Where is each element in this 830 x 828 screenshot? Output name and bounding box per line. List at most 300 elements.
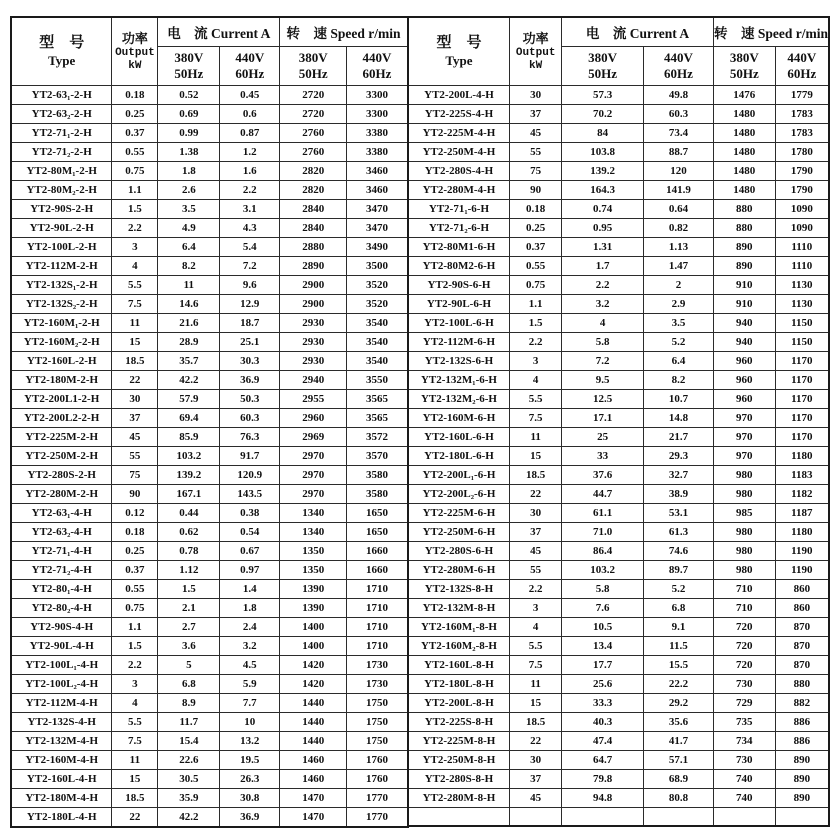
type-cell: YT2-180M-4-H (11, 789, 112, 808)
type-cell: YT2-132M-4-H (11, 732, 112, 751)
value-cell: 11 (112, 314, 158, 333)
value-cell: 2970 (280, 447, 347, 466)
table-row (408, 428, 829, 447)
col-header-speed-380v (280, 47, 347, 86)
value-cell: 89.7 (644, 561, 714, 580)
value-cell: 18.5 (510, 466, 562, 485)
table-row (408, 105, 829, 124)
value-cell: 21.7 (644, 428, 714, 447)
type-cell: YT2-132M-8-H (408, 599, 510, 618)
type-cell: YT2-90L-6-H (408, 295, 510, 314)
value-cell: 143.5 (220, 485, 280, 504)
table-header (11, 17, 408, 86)
value-cell: 12.9 (220, 295, 280, 314)
table-row (11, 656, 408, 675)
table-row (11, 371, 408, 390)
value-cell: 1187 (775, 504, 829, 523)
value-cell: 103.2 (158, 447, 220, 466)
value-cell: 3550 (347, 371, 408, 390)
value-cell: 1.38 (158, 143, 220, 162)
value-cell: 1.8 (158, 162, 220, 181)
value-cell: 1440 (280, 713, 347, 732)
type-cell: YT2-225M-2-H (11, 428, 112, 447)
type-cell: YT2-180L-6-H (408, 447, 510, 466)
value-cell: 734 (713, 732, 775, 751)
value-cell: 9.6 (220, 276, 280, 295)
value-cell: 880 (775, 675, 829, 694)
value-cell: 1710 (347, 580, 408, 599)
type-cell: YT2-160L-6-H (408, 428, 510, 447)
type-cell: YT2-71₂-2-H (11, 143, 112, 162)
value-cell: 910 (713, 276, 775, 295)
table-row (408, 447, 829, 466)
type-cell: YT2-180L-4-H (11, 808, 112, 828)
table-row (11, 466, 408, 485)
type-cell: YT2-280S-6-H (408, 542, 510, 561)
value-cell: 1150 (775, 333, 829, 352)
value-cell: 890 (775, 751, 829, 770)
value-cell: 55 (112, 447, 158, 466)
type-cell: YT2-71₁-4-H (11, 542, 112, 561)
value-cell: 1.4 (220, 580, 280, 599)
value-cell: 90 (112, 485, 158, 504)
value-cell: 2.2 (112, 656, 158, 675)
value-cell: 11.5 (644, 637, 714, 656)
type-label-en: Type (48, 53, 76, 69)
type-cell: YT2-132S₁-2-H (11, 276, 112, 295)
value-cell: 1480 (713, 143, 775, 162)
value-cell: 1350 (280, 561, 347, 580)
value-cell: 2955 (280, 390, 347, 409)
value-cell: 7.7 (220, 694, 280, 713)
value-cell: 0.44 (158, 504, 220, 523)
type-cell: YT2-132S₂-2-H (11, 295, 112, 314)
type-cell: YT2-80M₂-2-H (11, 181, 112, 200)
value-cell: 1170 (775, 371, 829, 390)
value-cell: 0.18 (112, 523, 158, 542)
value-cell: 10.5 (562, 618, 644, 637)
value-cell: 3490 (347, 238, 408, 257)
value-cell: 890 (713, 257, 775, 276)
value-cell: 11 (112, 751, 158, 770)
value-cell: 10.7 (644, 390, 714, 409)
value-cell: 886 (775, 732, 829, 751)
value-cell: 3500 (347, 257, 408, 276)
table-row (11, 352, 408, 371)
table-row (11, 808, 408, 828)
value-cell: 5.5 (510, 390, 562, 409)
value-cell: 2 (644, 276, 714, 295)
value-cell: 30 (510, 86, 562, 105)
value-cell: 2760 (280, 124, 347, 143)
value-cell: 45 (510, 542, 562, 561)
motor-spec-table-left (10, 16, 409, 828)
table-row (11, 675, 408, 694)
value-cell: 2.2 (510, 580, 562, 599)
value-cell: 55 (510, 561, 562, 580)
value-cell: 1.1 (510, 295, 562, 314)
value-cell: 9.5 (562, 371, 644, 390)
table-row (11, 219, 408, 238)
value-cell: 3300 (347, 86, 408, 105)
value-cell: 980 (713, 485, 775, 504)
value-cell: 45 (510, 124, 562, 143)
value-cell: 1440 (280, 732, 347, 751)
value-cell: 37 (510, 770, 562, 789)
table-row (408, 333, 829, 352)
value-cell: 79.8 (562, 770, 644, 789)
value-cell: 0.55 (112, 580, 158, 599)
value-cell: 1790 (775, 162, 829, 181)
value-cell: 15 (112, 333, 158, 352)
value-cell: 70.2 (562, 105, 644, 124)
type-cell: YT2-250M-4-H (408, 143, 510, 162)
value-cell (562, 808, 644, 826)
value-cell: 6.8 (158, 675, 220, 694)
value-cell: 2820 (280, 181, 347, 200)
value-cell: 1730 (347, 675, 408, 694)
value-cell: 1760 (347, 751, 408, 770)
type-cell: YT2-160M₁-2-H (11, 314, 112, 333)
value-cell: 740 (713, 789, 775, 808)
value-cell: 85.9 (158, 428, 220, 447)
table-row (408, 143, 829, 162)
type-label-cn: 型 号 (436, 35, 482, 52)
value-cell: 167.1 (158, 485, 220, 504)
value-cell: 37 (510, 105, 562, 124)
value-cell: 8.9 (158, 694, 220, 713)
value-cell: 2890 (280, 257, 347, 276)
type-cell: YT2-160L-2-H (11, 352, 112, 371)
value-cell: 6.4 (644, 352, 714, 371)
value-cell: 1750 (347, 694, 408, 713)
type-cell: YT2-80M₁-2-H (11, 162, 112, 181)
value-cell: 1170 (775, 390, 829, 409)
value-cell: 53.1 (644, 504, 714, 523)
col-header-current-380v (158, 47, 220, 86)
value-cell: 25.6 (562, 675, 644, 694)
type-cell: YT2-250M-8-H (408, 751, 510, 770)
table-row (11, 124, 408, 143)
type-cell: YT2-80M2-6-H (408, 257, 510, 276)
value-cell: 1150 (775, 314, 829, 333)
value-cell: 60.3 (644, 105, 714, 124)
value-cell: 3.2 (220, 637, 280, 656)
value-cell: 0.25 (112, 542, 158, 561)
table-row (408, 580, 829, 599)
value-cell: 2.4 (220, 618, 280, 637)
value-cell: 10 (220, 713, 280, 732)
value-cell: 1090 (775, 219, 829, 238)
value-cell: 30.3 (220, 352, 280, 371)
value-cell: 55 (510, 143, 562, 162)
type-cell: YT2-71₁-6-H (408, 200, 510, 219)
value-cell: 35.9 (158, 789, 220, 808)
table-row (408, 314, 829, 333)
table-row (408, 732, 829, 751)
value-cell: 57.9 (158, 390, 220, 409)
value-cell: 1400 (280, 637, 347, 656)
table-row (11, 751, 408, 770)
value-cell: 1730 (347, 656, 408, 675)
type-cell: YT2-63₁-4-H (11, 504, 112, 523)
value-cell: 710 (713, 580, 775, 599)
value-cell: 1750 (347, 713, 408, 732)
value-cell: 1.2 (220, 143, 280, 162)
table-row (11, 105, 408, 124)
voltage-label: 380V (729, 49, 759, 65)
type-cell: YT2-280M-2-H (11, 485, 112, 504)
col-header-power (112, 17, 158, 86)
table-row (408, 599, 829, 618)
value-cell: 7.2 (220, 257, 280, 276)
value-cell: 910 (713, 295, 775, 314)
value-cell: 2969 (280, 428, 347, 447)
value-cell: 42.2 (158, 371, 220, 390)
value-cell: 1480 (713, 181, 775, 200)
value-cell: 3 (112, 675, 158, 694)
type-cell: YT2-90L-2-H (11, 219, 112, 238)
value-cell: 120 (644, 162, 714, 181)
table-row (408, 200, 829, 219)
value-cell: 860 (775, 580, 829, 599)
table-row (11, 276, 408, 295)
value-cell: 1130 (775, 295, 829, 314)
value-cell: 25.1 (220, 333, 280, 352)
value-cell: 1770 (347, 789, 408, 808)
type-cell: YT2-112M-4-H (11, 694, 112, 713)
value-cell: 3572 (347, 428, 408, 447)
value-cell: 3580 (347, 466, 408, 485)
type-cell: YT2-63₂-4-H (11, 523, 112, 542)
value-cell: 74.6 (644, 542, 714, 561)
value-cell: 940 (713, 314, 775, 333)
value-cell: 985 (713, 504, 775, 523)
value-cell: 73.4 (644, 124, 714, 143)
value-cell: 30.5 (158, 770, 220, 789)
value-cell: 3570 (347, 447, 408, 466)
col-header-speed-380v (713, 47, 775, 86)
value-cell: 0.55 (510, 257, 562, 276)
value-cell: 3460 (347, 181, 408, 200)
table-row (408, 390, 829, 409)
value-cell: 29.3 (644, 447, 714, 466)
value-cell: 1460 (280, 770, 347, 789)
value-cell: 49.8 (644, 86, 714, 105)
value-cell: 0.74 (562, 200, 644, 219)
value-cell: 1.31 (562, 238, 644, 257)
value-cell: 970 (713, 447, 775, 466)
value-cell: 22 (112, 808, 158, 828)
value-cell: 1390 (280, 599, 347, 618)
value-cell: 1350 (280, 542, 347, 561)
value-cell: 890 (775, 770, 829, 789)
power-unit-label: kW (128, 59, 142, 72)
value-cell: 1780 (775, 143, 829, 162)
value-cell: 0.37 (112, 124, 158, 143)
table-row (11, 504, 408, 523)
value-cell: 1783 (775, 105, 829, 124)
table-row (11, 561, 408, 580)
value-cell: 2820 (280, 162, 347, 181)
value-cell: 47.4 (562, 732, 644, 751)
value-cell: 2940 (280, 371, 347, 390)
table-row (11, 789, 408, 808)
value-cell: 1650 (347, 504, 408, 523)
value-cell: 0.97 (220, 561, 280, 580)
table-row (11, 200, 408, 219)
table-row (408, 618, 829, 637)
value-cell: 35.6 (644, 713, 714, 732)
value-cell: 870 (775, 656, 829, 675)
table-row (408, 371, 829, 390)
value-cell: 1180 (775, 523, 829, 542)
type-cell: YT2-112M-6-H (408, 333, 510, 352)
frequency-label: 60Hz (235, 66, 265, 81)
table-body-left (11, 86, 408, 828)
value-cell: 940 (713, 333, 775, 352)
table-row (11, 409, 408, 428)
value-cell: 1190 (775, 542, 829, 561)
value-cell: 970 (713, 428, 775, 447)
type-cell: YT2-132M₁-6-H (408, 371, 510, 390)
table-row (11, 447, 408, 466)
type-cell: YT2-200L₂-6-H (408, 485, 510, 504)
value-cell: 18.5 (112, 789, 158, 808)
value-cell: 3 (112, 238, 158, 257)
value-cell: 13.2 (220, 732, 280, 751)
table-row (408, 656, 829, 675)
value-cell: 710 (713, 599, 775, 618)
value-cell (644, 808, 714, 826)
value-cell: 970 (713, 409, 775, 428)
value-cell: 729 (713, 694, 775, 713)
value-cell: 860 (775, 599, 829, 618)
table-row (11, 333, 408, 352)
value-cell: 141.9 (644, 181, 714, 200)
value-cell: 1.5 (510, 314, 562, 333)
value-cell: 22.2 (644, 675, 714, 694)
value-cell: 4 (510, 618, 562, 637)
value-cell: 3520 (347, 276, 408, 295)
value-cell: 1770 (347, 808, 408, 828)
table-row (11, 314, 408, 333)
value-cell: 1183 (775, 466, 829, 485)
type-cell: YT2-160M₂-2-H (11, 333, 112, 352)
value-cell: 735 (713, 713, 775, 732)
col-header-speed-440v (775, 47, 829, 86)
type-cell: YT2-160M₁-8-H (408, 618, 510, 637)
value-cell: 1750 (347, 732, 408, 751)
value-cell: 6.8 (644, 599, 714, 618)
value-cell: 2840 (280, 200, 347, 219)
frequency-label: 50Hz (298, 66, 328, 81)
type-cell (408, 808, 510, 826)
type-cell: YT2-63₁-2-H (11, 86, 112, 105)
value-cell: 2760 (280, 143, 347, 162)
value-cell: 870 (775, 637, 829, 656)
value-cell: 880 (713, 219, 775, 238)
type-cell: YT2-200L₁-6-H (408, 466, 510, 485)
table-row (408, 276, 829, 295)
value-cell: 7.5 (510, 656, 562, 675)
type-cell: YT2-160L-4-H (11, 770, 112, 789)
value-cell: 730 (713, 675, 775, 694)
voltage-label: 440V (235, 49, 265, 65)
type-cell: YT2-280M-8-H (408, 789, 510, 808)
value-cell: 37.6 (562, 466, 644, 485)
table-row (408, 713, 829, 732)
value-cell: 50.3 (220, 390, 280, 409)
value-cell: 980 (713, 561, 775, 580)
type-cell: YT2-180L-8-H (408, 675, 510, 694)
value-cell: 5.8 (562, 580, 644, 599)
value-cell: 15 (112, 770, 158, 789)
value-cell: 0.18 (510, 200, 562, 219)
value-cell: 11 (158, 276, 220, 295)
value-cell: 1790 (775, 181, 829, 200)
frequency-label: 50Hz (588, 66, 618, 81)
value-cell: 980 (713, 466, 775, 485)
frequency-label: 50Hz (729, 66, 759, 81)
table-row (408, 542, 829, 561)
spec-tables-container (10, 16, 830, 828)
value-cell: 1420 (280, 656, 347, 675)
value-cell: 45 (112, 428, 158, 447)
power-unit-label: kW (529, 59, 543, 72)
type-cell: YT2-180M-2-H (11, 371, 112, 390)
value-cell: 86.4 (562, 542, 644, 561)
value-cell: 1476 (713, 86, 775, 105)
table-body-right (408, 86, 829, 826)
table-row (11, 143, 408, 162)
table-row (11, 637, 408, 656)
value-cell: 0.95 (562, 219, 644, 238)
value-cell: 42.2 (158, 808, 220, 828)
type-cell: YT2-80₁-4-H (11, 580, 112, 599)
value-cell: 22.6 (158, 751, 220, 770)
value-cell: 1480 (713, 124, 775, 143)
value-cell: 4 (510, 371, 562, 390)
value-cell: 6.4 (158, 238, 220, 257)
value-cell: 69.4 (158, 409, 220, 428)
frequency-label: 60Hz (362, 66, 392, 81)
value-cell: 960 (713, 371, 775, 390)
value-cell: 3540 (347, 352, 408, 371)
type-cell: YT2-90L-4-H (11, 637, 112, 656)
value-cell: 68.9 (644, 770, 714, 789)
value-cell: 1779 (775, 86, 829, 105)
value-cell: 15 (510, 694, 562, 713)
value-cell: 0.18 (112, 86, 158, 105)
value-cell: 44.7 (562, 485, 644, 504)
value-cell: 3565 (347, 390, 408, 409)
table-row (11, 599, 408, 618)
value-cell: 890 (713, 238, 775, 257)
value-cell: 84 (562, 124, 644, 143)
value-cell: 3.5 (644, 314, 714, 333)
value-cell: 1440 (280, 694, 347, 713)
table-row (408, 181, 829, 200)
col-header-speed: 转 速 Speed r/min (713, 17, 829, 47)
value-cell: 61.1 (562, 504, 644, 523)
value-cell: 1.12 (158, 561, 220, 580)
value-cell: 0.52 (158, 86, 220, 105)
type-cell: YT2-71₂-4-H (11, 561, 112, 580)
value-cell: 75 (112, 466, 158, 485)
value-cell: 7.5 (112, 295, 158, 314)
col-header-type (408, 17, 510, 86)
